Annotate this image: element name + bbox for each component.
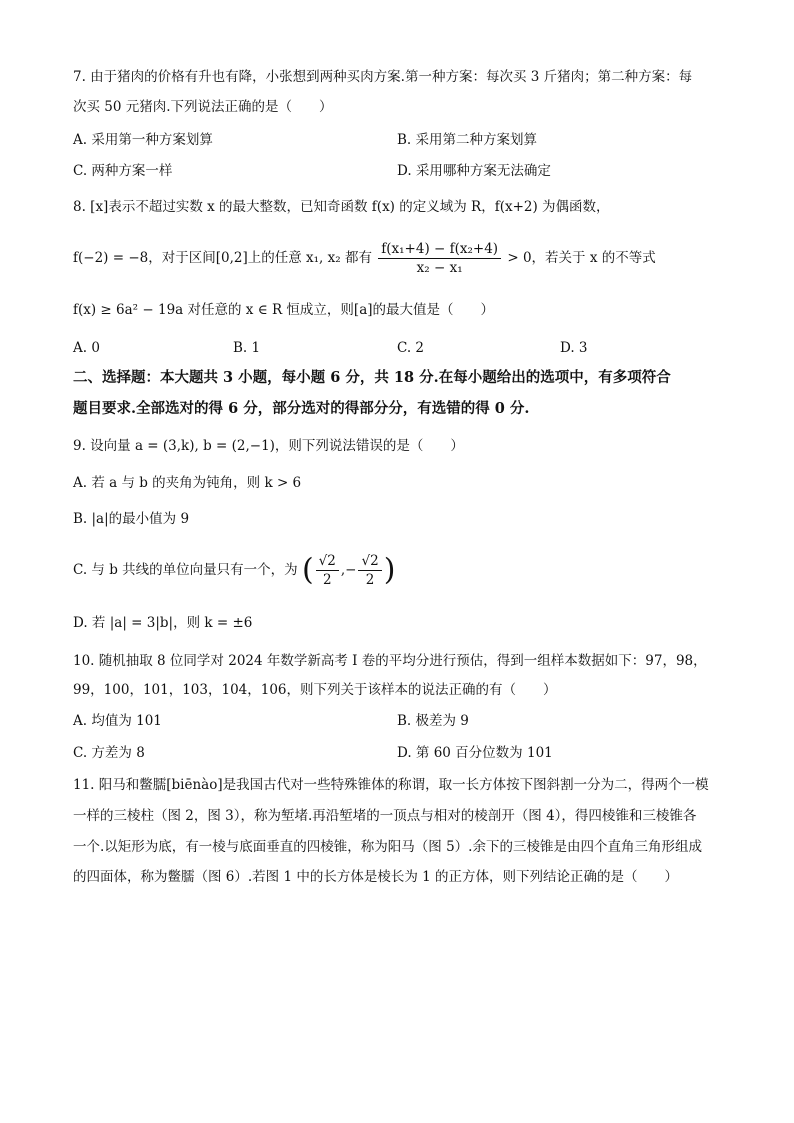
q10-option-b: B. 极差为 9 (397, 713, 469, 729)
left-paren-glyph: ( (301, 552, 314, 588)
q7-option-c: C. 两种方案一样 (73, 163, 173, 179)
q8-option-a: A. 0 (73, 340, 100, 356)
q8-fraction-numerator: f(x₁+4) − f(x₂+4) (378, 240, 501, 259)
q9-option-c-text: C. 与 b 共线的单位向量只有一个，为 (73, 562, 298, 578)
q10-option-a: A. 均值为 101 (73, 713, 162, 729)
q9-option-c-fraction-1 (316, 552, 339, 589)
right-paren-glyph: ) (383, 552, 396, 588)
q11-line2: 一样的三棱柱（图 2，图 3），称为堑堵.再沿堑堵的一顶点与相对的棱剖开（图 4），得四棱锥和三棱锥各 (73, 808, 697, 824)
q9-option-c-fraction-2 (358, 552, 381, 589)
q10-line2: 99，100，101，103，104，106，则下列关于该样本的说法正确的有（ ） (73, 682, 557, 698)
q7-option-a: A. 采用第一种方案划算 (73, 132, 213, 148)
q8-line2-pre: f(−2) = −8，对于区间[0,2]上的任意 x₁, x₂ 都有 (73, 250, 372, 266)
q7-option-b: B. 采用第二种方案划算 (397, 132, 538, 148)
q9-option-d: D. 若 |a| = 3|b|，则 k = ±6 (73, 615, 253, 631)
q8-option-b: B. 1 (233, 340, 261, 356)
q7-stem-line1: 7. 由于猪肉的价格有升也有降，小张想到两种买肉方案.第一种方案：每次买 3 斤猪肉；第二种方案：每 (73, 69, 693, 85)
q8-option-d: D. 3 (560, 340, 588, 356)
section2-heading-line1: 二、选择题：本大题共 3 小题，每小题 6 分，共 18 分.在每小题给出的选项中，有多项符合 (73, 369, 671, 386)
q8-option-c: C. 2 (397, 340, 425, 356)
q7-stem-line2: 次买 50 元猪肉.下列说法正确的是（ ） (73, 99, 333, 115)
q8-fraction (378, 240, 501, 277)
q8-line1: 8. [x]表示不超过实数 x 的最大整数，已知奇函数 f(x) 的定义域为 R，f(x+2) 为偶函数， (73, 199, 610, 215)
q8-line2 (73, 236, 656, 280)
q9-option-c-num-1: √2 (316, 552, 339, 571)
q9-option-c (73, 548, 395, 592)
q10-option-d: D. 第 60 百分位数为 101 (397, 745, 553, 761)
q9-option-b: B. |a|的最小值为 9 (73, 511, 190, 527)
q9-option-c-den-2: 2 (365, 572, 375, 588)
q11-line4: 的四面体，称为鳖臑（图 6）.若图 1 中的长方体是棱长为 1 的正方体，则下列结论正确的是（ ） (73, 869, 679, 885)
q8-line2-post: > 0，若关于 x 的不等式 (507, 250, 656, 266)
q9-option-c-num-2: √2 (358, 552, 381, 571)
q10-option-c: C. 方差为 8 (73, 745, 145, 761)
q9-option-c-separator: ,− (340, 562, 357, 578)
q9-option-c-den-1: 2 (322, 572, 332, 588)
q11-line3: 一个.以矩形为底，有一棱与底面垂直的四棱锥，称为阳马（图 5）.余下的三棱锥是由四个直角三角形组成 (73, 839, 702, 855)
q11-line1: 11. 阳马和鳖臑[biēnào]是我国古代对一些特殊锥体的称谓，取一长方体按下图斜割一分为二，得两个一模 (73, 777, 709, 793)
section2-heading-line2: 题目要求.全部选对的得 6 分，部分选对的得部分分，有选错的得 0 分. (73, 400, 530, 417)
q8-line3: f(x) ≥ 6a² − 19a 对任意的 x ∈ R 恒成立，则[a]的最大值是（ ） (73, 302, 495, 318)
q8-fraction-denominator: x₂ − x₁ (416, 260, 463, 276)
q9-stem: 9. 设向量 a = (3,k), b = (2,−1)，则下列说法错误的是（ ） (73, 438, 464, 454)
q7-option-d: D. 采用哪种方案无法确定 (397, 163, 551, 179)
q9-option-a: A. 若 a 与 b 的夹角为钝角，则 k > 6 (73, 475, 302, 491)
q10-line1: 10. 随机抽取 8 位同学对 2024 年数学新高考 I 卷的平均分进行预估，得到一组样本数据如下：97，98， (73, 653, 707, 669)
